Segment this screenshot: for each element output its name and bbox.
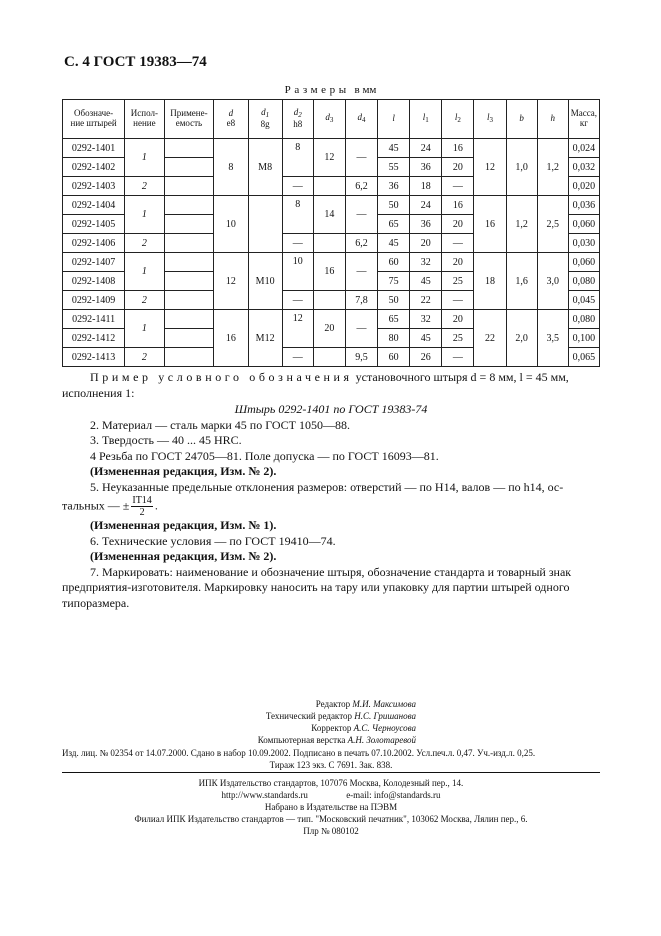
- col-d: d e8: [214, 100, 248, 139]
- cell-d: 16: [214, 310, 248, 367]
- cell-d1: M10: [248, 253, 282, 310]
- cell-l1: 45: [410, 272, 442, 291]
- cell-d4: 6,2: [345, 177, 377, 196]
- col-l1: $l_1$: [410, 100, 442, 139]
- printer-address: Филиал ИПК Издательство стандартов — тип. "Московский печатник", 103062 Москва, Лялин пер., 6.: [134, 814, 528, 824]
- cell-l2: 20: [442, 310, 474, 329]
- cell-l2: —: [442, 234, 474, 253]
- cell-code: 0292-1405: [63, 215, 125, 234]
- cell-d2: 8: [282, 196, 313, 234]
- cell-l2: 25: [442, 329, 474, 348]
- cell-l: 50: [378, 196, 410, 215]
- cell-application: [164, 310, 214, 329]
- cell-exec: 2: [125, 291, 164, 310]
- cell-l2: 16: [442, 139, 474, 158]
- cell-mass: 0,024: [568, 139, 599, 158]
- example-paragraph: Пример условного обозначения установочного штыря d = 8 мм, l = 45 мм, исполнения 1:: [62, 370, 569, 400]
- publication-info: [62, 747, 600, 771]
- cell-d2: —: [282, 177, 313, 196]
- tolerance-fraction: $\frac{IT14}{2}$: [132, 495, 152, 518]
- cell-d3: 14: [313, 196, 345, 234]
- col-h: h: [537, 100, 568, 139]
- col-designation: Обозначе- ние штырей: [63, 100, 125, 139]
- col-d4: $d_4$: [345, 100, 377, 139]
- cell-application: [164, 234, 214, 253]
- item-7: 7. Маркировать: наименование и обозначение штыря, обозначение стандарта и товарный знак предприятия-изготовителя. Маркировку наносить на тару или упаковку для партии штырей одного типоразмера.: [62, 564, 572, 610]
- col-d2: $d_2$ h8: [282, 100, 313, 139]
- cell-d2: 10: [282, 253, 313, 291]
- credit-row: Технический редактор Н.С. Гришанова: [265, 711, 416, 721]
- page-header: С. 4 ГОСТ 19383—74: [64, 54, 207, 70]
- cell-mass: 0,060: [568, 253, 599, 272]
- item-4: 4 Резьба по ГОСТ 24705—81. Поле допуска — по ГОСТ 16093—81.: [90, 448, 439, 463]
- col-d3: $d_3$: [313, 100, 345, 139]
- cell-exec: 2: [125, 177, 164, 196]
- cell-exec: 2: [125, 348, 164, 367]
- cell-code: 0292-1406: [63, 234, 125, 253]
- caption-unit: в мм: [354, 84, 377, 96]
- cell-d: 12: [214, 253, 248, 310]
- cell-l: 75: [378, 272, 410, 291]
- cell-d3: [313, 234, 345, 253]
- cell-l2: 25: [442, 272, 474, 291]
- cell-l1: 24: [410, 196, 442, 215]
- table-header: [63, 100, 600, 139]
- cell-l3: 18: [474, 253, 506, 310]
- body-text: [62, 370, 600, 611]
- item-6: 6. Технические условия — по ГОСТ 19410—74.: [90, 533, 336, 548]
- cell-d3: [313, 291, 345, 310]
- example-designation: Штырь 0292-1401 по ГОСТ 19383-74: [234, 402, 428, 416]
- cell-mass: 0,020: [568, 177, 599, 196]
- cell-code: 0292-1401: [63, 139, 125, 158]
- cell-application: [164, 158, 214, 177]
- cell-l1: 22: [410, 291, 442, 310]
- cell-l2: 20: [442, 215, 474, 234]
- cell-l2: 20: [442, 253, 474, 272]
- cell-mass: 0,080: [568, 272, 599, 291]
- cell-d2: —: [282, 348, 313, 367]
- cell-mass: 0,060: [568, 215, 599, 234]
- cell-d4: 9,5: [345, 348, 377, 367]
- cell-b: 1,6: [506, 253, 537, 310]
- cell-l: 65: [378, 215, 410, 234]
- col-application: Примене- емость: [164, 100, 214, 139]
- cell-mass: 0,036: [568, 196, 599, 215]
- cell-l3: 12: [474, 139, 506, 196]
- cell-application: [164, 291, 214, 310]
- cell-application: [164, 253, 214, 272]
- caption-text: Размеры: [284, 84, 350, 96]
- cell-d: 10: [214, 196, 248, 253]
- cell-l1: 32: [410, 253, 442, 272]
- cell-code: 0292-1412: [63, 329, 125, 348]
- cell-l: 45: [378, 234, 410, 253]
- cell-l3: 22: [474, 310, 506, 367]
- table-row: [63, 139, 600, 158]
- publisher-footer: [62, 777, 600, 837]
- cell-mass: 0,080: [568, 310, 599, 329]
- typeset-note: Набрано в Издательстве на ПЭВМ: [264, 802, 398, 812]
- cell-l: 60: [378, 253, 410, 272]
- cell-l: 80: [378, 329, 410, 348]
- cell-h: 1,2: [537, 139, 568, 196]
- cell-b: 1,2: [506, 196, 537, 253]
- publisher-email: e-mail: info@standards.ru: [346, 790, 441, 800]
- cell-mass: 0,030: [568, 234, 599, 253]
- cell-d4: 6,2: [345, 234, 377, 253]
- cell-l: 55: [378, 158, 410, 177]
- dimensions-table: [62, 99, 600, 367]
- cell-l: 45: [378, 139, 410, 158]
- cell-d2: —: [282, 291, 313, 310]
- cell-h: 3,5: [537, 310, 568, 367]
- cell-code: 0292-1411: [63, 310, 125, 329]
- cell-d3: 12: [313, 139, 345, 177]
- cell-d3: [313, 177, 345, 196]
- cell-d3: 20: [313, 310, 345, 348]
- cell-exec: 1: [125, 253, 164, 291]
- publisher-contacts: [62, 789, 600, 801]
- table-row: [63, 310, 600, 329]
- pubinfo-line-1: Изд. лиц. № 02354 от 14.07.2000. Сдано в набор 10.09.2002. Подписано в печать 07.10.2002. Усл.печ.л. 0,47. Уч.-изд.л. 0,25.: [62, 748, 536, 758]
- footer-rule: [62, 772, 600, 773]
- cell-d3: [313, 348, 345, 367]
- col-l2: $l_2$: [442, 100, 474, 139]
- cell-l2: 20: [442, 158, 474, 177]
- cell-l: 60: [378, 348, 410, 367]
- cell-exec: 1: [125, 139, 164, 177]
- cell-h: 2,5: [537, 196, 568, 253]
- cell-l2: 16: [442, 196, 474, 215]
- cell-b: 2,0: [506, 310, 537, 367]
- cell-mass: 0,045: [568, 291, 599, 310]
- cell-code: 0292-1404: [63, 196, 125, 215]
- cell-d4: 7,8: [345, 291, 377, 310]
- cell-h: 3,0: [537, 253, 568, 310]
- col-d1: $d_1$ 8g: [248, 100, 282, 139]
- cell-l2: —: [442, 291, 474, 310]
- cell-l1: 18: [410, 177, 442, 196]
- item-4-edit-note: (Измененная редакция, Изм. № 2).: [90, 464, 277, 478]
- item-3: 3. Твердость — 40 ... 45 HRC.: [90, 433, 242, 447]
- cell-l: 50: [378, 291, 410, 310]
- item-5-edit-note: (Измененная редакция, Изм. № 1).: [90, 518, 277, 532]
- credits-block: [226, 698, 416, 746]
- cell-d1: [248, 196, 282, 253]
- cell-d4: —: [345, 196, 377, 234]
- publisher-website: http://www.standards.ru: [221, 790, 308, 800]
- cell-l: 36: [378, 177, 410, 196]
- cell-application: [164, 272, 214, 291]
- col-l3: $l_3$: [474, 100, 506, 139]
- cell-code: 0292-1402: [63, 158, 125, 177]
- cell-code: 0292-1413: [63, 348, 125, 367]
- cell-d2: 8: [282, 139, 313, 177]
- publisher-address: ИПК Издательство стандартов, 107076 Москва, Колодезный пер., 14.: [198, 778, 464, 788]
- cell-d3: 16: [313, 253, 345, 291]
- table-body: [63, 139, 600, 367]
- cell-l3: 16: [474, 196, 506, 253]
- cell-l1: 36: [410, 215, 442, 234]
- cell-mass: 0,100: [568, 329, 599, 348]
- cell-application: [164, 177, 214, 196]
- cell-d2: —: [282, 234, 313, 253]
- cell-d1: M8: [248, 139, 282, 196]
- cell-d2: 12: [282, 310, 313, 348]
- cell-l1: 26: [410, 348, 442, 367]
- cell-exec: 1: [125, 310, 164, 348]
- cell-mass: 0,065: [568, 348, 599, 367]
- cell-d: 8: [214, 139, 248, 196]
- table-row: [63, 196, 600, 215]
- table-caption: [0, 84, 661, 96]
- cell-l2: —: [442, 177, 474, 196]
- cell-d4: —: [345, 139, 377, 177]
- cell-exec: 2: [125, 234, 164, 253]
- cell-application: [164, 348, 214, 367]
- cell-l: 65: [378, 310, 410, 329]
- cell-application: [164, 196, 214, 215]
- item-5: 5. Неуказанные предельные отклонения размеров: отверстий — по Н14, валов — по h14, ос-: [90, 479, 564, 494]
- cell-b: 1,0: [506, 139, 537, 196]
- cell-application: [164, 139, 214, 158]
- license-number: Плр № 080102: [303, 826, 359, 836]
- item-2: 2. Материал — сталь марки 45 по ГОСТ 1050—88.: [90, 417, 351, 432]
- cell-code: 0292-1409: [63, 291, 125, 310]
- cell-l1: 36: [410, 158, 442, 177]
- pubinfo-line-2: Тираж 123 экз. С 7691. Зак. 838.: [269, 760, 393, 770]
- cell-code: 0292-1403: [63, 177, 125, 196]
- cell-d4: —: [345, 253, 377, 291]
- cell-d4: —: [345, 310, 377, 348]
- cell-l1: 24: [410, 139, 442, 158]
- cell-exec: 1: [125, 196, 164, 234]
- col-execution: Испол- нение: [125, 100, 164, 139]
- credit-row: Корректор А.С. Черноусова: [311, 723, 416, 733]
- table-row: [63, 253, 600, 272]
- cell-application: [164, 215, 214, 234]
- cell-application: [164, 329, 214, 348]
- item-5-continuation: тальных — ± $\frac{IT14}{2}$ .: [62, 495, 158, 518]
- col-l: l: [378, 100, 410, 139]
- cell-code: 0292-1407: [63, 253, 125, 272]
- item-6-edit-note: (Измененная редакция, Изм. № 2).: [90, 549, 277, 563]
- cell-l2: —: [442, 348, 474, 367]
- cell-code: 0292-1408: [63, 272, 125, 291]
- cell-mass: 0,032: [568, 158, 599, 177]
- credit-row: Редактор М.И. Максимова: [315, 699, 416, 709]
- col-b: b: [506, 100, 537, 139]
- col-mass: Масса, кг: [568, 100, 599, 139]
- cell-l1: 32: [410, 310, 442, 329]
- cell-l1: 20: [410, 234, 442, 253]
- cell-d1: M12: [248, 310, 282, 367]
- credit-row: Компьютерная верстка А.Н. Золотаревой: [257, 735, 416, 745]
- cell-l1: 45: [410, 329, 442, 348]
